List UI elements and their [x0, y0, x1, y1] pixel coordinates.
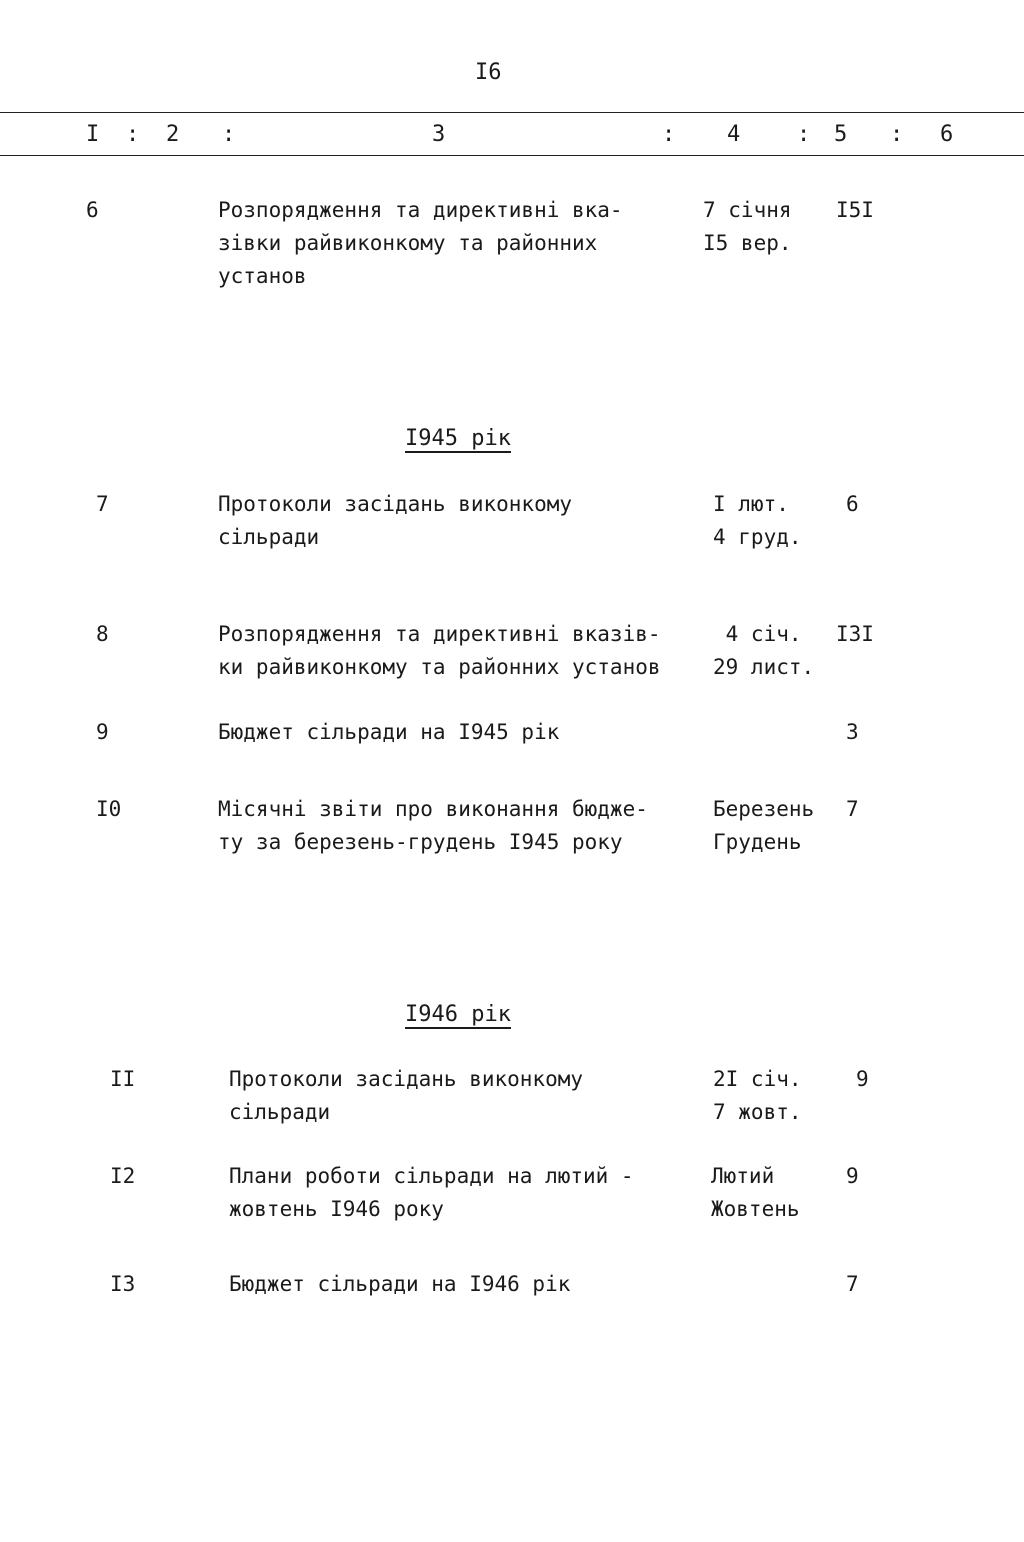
entry-date-end: Жовтень — [711, 1197, 800, 1221]
entry-sheet-count: I5I — [836, 198, 874, 222]
entry-date-end: 29 лист. — [713, 655, 815, 679]
entry-number: I2 — [110, 1164, 136, 1188]
entry-sheet-count: 9 — [856, 1067, 869, 1091]
entry-date-end: I5 вер. — [703, 231, 792, 255]
entry-date-start: Лютий — [711, 1164, 775, 1188]
page-number: I6 — [475, 60, 502, 85]
header-col-3: 3 — [432, 122, 446, 147]
table-header-bottom-rule — [0, 155, 1024, 156]
entry-number: II — [110, 1067, 136, 1091]
entry-description-line: зівки райвиконкому та районних — [218, 231, 598, 255]
entry-description-line: установ — [218, 264, 307, 288]
entry-sheet-count: 3 — [846, 720, 859, 744]
entry-date-end: 4 груд. — [713, 525, 802, 549]
header-separator: : — [222, 122, 236, 147]
entry-description-line: Протоколи засідань виконкому — [229, 1067, 584, 1091]
header-col-5: 5 — [834, 122, 848, 147]
entry-sheet-count: I3I — [836, 622, 874, 646]
entry-sheet-count: 6 — [846, 492, 859, 516]
entry-date-start: I лют. — [713, 492, 789, 516]
header-separator: : — [890, 122, 904, 147]
entry-sheet-count: 7 — [846, 797, 859, 821]
entry-date-start: 4 січ. — [713, 622, 802, 646]
section-year-heading: I946 рік — [405, 1002, 511, 1027]
entry-number: 8 — [96, 622, 109, 646]
entry-date-end: Грудень — [713, 830, 802, 854]
entry-description-line: сільради — [218, 525, 320, 549]
header-col-2: 2 — [166, 122, 180, 147]
entry-description-line: Місячні звіти про виконання бюдже- — [218, 797, 648, 821]
entry-description-line: сільради — [229, 1100, 331, 1124]
entry-sheet-count: 9 — [846, 1164, 859, 1188]
entry-date-start: Березень — [713, 797, 815, 821]
entry-number: I3 — [110, 1272, 136, 1296]
entry-description-line: Бюджет сільради на I945 рік — [218, 720, 560, 744]
section-year-heading: I945 рік — [405, 426, 511, 451]
entry-description-line: Розпорядження та директивні вка- — [218, 198, 623, 222]
entry-number: 6 — [86, 198, 99, 222]
entry-description-line: Плани роботи сільради на лютий - — [229, 1164, 634, 1188]
entry-description-line: Бюджет сільради на I946 рік — [229, 1272, 571, 1296]
entry-description-line: ту за березень-грудень I945 року — [218, 830, 623, 854]
entry-description-line: Розпорядження та директивні вказів- — [218, 622, 661, 646]
header-col-6: 6 — [940, 122, 954, 147]
header-separator: : — [126, 122, 140, 147]
header-col-1: I — [86, 122, 100, 147]
entry-number: 9 — [96, 720, 109, 744]
entry-number: 7 — [96, 492, 109, 516]
header-separator: : — [662, 122, 676, 147]
entry-date-start: 7 січня — [703, 198, 792, 222]
entry-date-start: 2I січ. — [713, 1067, 802, 1091]
entry-description-line: жовтень I946 року — [229, 1197, 444, 1221]
table-header-top-rule — [0, 112, 1024, 113]
entry-description-line: Протоколи засідань виконкому — [218, 492, 573, 516]
entry-sheet-count: 7 — [846, 1272, 859, 1296]
header-col-4: 4 — [727, 122, 741, 147]
entry-description-line: ки райвиконкому та районних установ — [218, 655, 661, 679]
entry-number: I0 — [96, 797, 122, 821]
header-separator: : — [797, 122, 811, 147]
entry-date-end: 7 жовт. — [713, 1100, 802, 1124]
